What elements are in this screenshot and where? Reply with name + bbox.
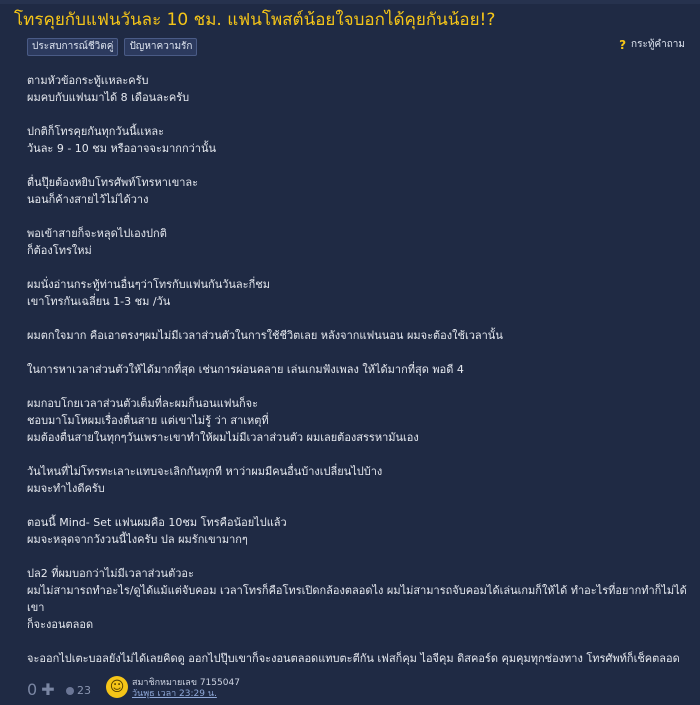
text-line: ผมคบกับแฟนมาได้ 8 เดือนละครับ <box>27 91 190 104</box>
text-line: ก็จะงอนตลอด <box>27 618 94 631</box>
text-line: วันไหนที่ไม่โทรทะเลาะแทบจะเลิกกันทุกที หาว่าผมมีคนอื่นบ้างเปลี่ยนไปบ้าง <box>27 465 383 478</box>
text-line: พอเข้าสายก็จะหลุดไปเองปกติ <box>27 227 167 240</box>
text-line: ปกติก็โทรคุยกันทุกวันนี้เเหละ <box>27 125 165 138</box>
post-type-badge <box>619 37 685 52</box>
text-line: ชอบมาโมโหผมเรื่องตื่นสาย แต่เขาไม่รู้ ว่า สาเหตุที่ <box>27 414 269 427</box>
top-bar <box>0 0 700 4</box>
emotion-icon <box>66 687 74 695</box>
text-line: ในการหาเวลาส่วนตัวให้ได้มากที่สุด เช่นการผ่อนคลาย เล่นเกมฟังเพลง ให้ได้มากที่สุด พอดี 4 <box>27 363 464 376</box>
text-line: ปล2 ที่ผมบอกว่าไม่มีเวลาส่วนตัวอะ <box>27 567 194 580</box>
member-info <box>132 678 240 700</box>
text-line: ผมต้องตื่นสายในทุกๆวันเพราะเขาทำให้ผมไม่มีเวลาส่วนตัว ผมเลยต้องสรรหามันเอง <box>27 431 419 444</box>
text-line: วันละ 9 - 10 ชม หรืออาจจะมากกว่านั้น <box>27 142 216 155</box>
paragraph <box>27 123 687 157</box>
post-time: วันพุธ เวลา 23:29 น. <box>132 689 217 699</box>
tag-item-life-experience[interactable]: ประสบการณ์ชีวิตคู่ <box>27 38 118 56</box>
vote-widget[interactable] <box>27 680 55 699</box>
text-line: เขาโทรกันเฉลี่ยน 1-3 ชม /วัน <box>27 295 171 308</box>
emotion-widget[interactable] <box>66 684 91 697</box>
post-type-label: กระทู้คำถาม <box>631 39 685 50</box>
text-line: ตอนนี้ Mind- Set แฟนผมคือ 10ชม โทรคือน้อยไปแล้ว <box>27 516 287 529</box>
text-line: ผมไม่สามารถทำอะไร/ดูได้แม้แต่จับคอม เวลาโทรก็คือโทรเปิดกล้องตลอดไง ผมไม่สามารถจับคอมได้เล่นเกมก็ให้ได้ ทำอะไรที่อยากทำก็ไม่ได้เขา <box>27 584 687 614</box>
paragraph <box>27 361 687 378</box>
smiley-avatar-icon[interactable]: ☺ <box>106 676 128 698</box>
text-line: ตื่นปุ๊ยต้องหยิบโทรศัพท์โทรหาเขาละ <box>27 176 199 189</box>
paragraph <box>27 463 687 497</box>
question-mark-icon: ? <box>619 37 627 52</box>
text-line: ผมกอบโกยเวลาส่วนตัวเต็มที่ละผมก็นอนแฟนก็จะ <box>27 397 259 410</box>
text-line: ผมจะทำไงดีครับ <box>27 482 105 495</box>
vote-count: 0 <box>27 680 38 699</box>
member-label[interactable]: สมาชิกหมายเลข 7155047 <box>132 678 240 688</box>
text-line: ตามหัวข้อกระทู้เเหละครับ <box>27 74 149 87</box>
post-body <box>27 72 687 684</box>
emotion-count: 23 <box>77 684 91 697</box>
paragraph <box>27 225 687 259</box>
text-line: นอนก็ค้างสายไว้ไม่ได้วาง <box>27 193 149 206</box>
tag-item-love-problem[interactable]: ปัญหาความรัก <box>124 38 197 56</box>
paragraph <box>27 276 687 310</box>
paragraph <box>27 174 687 208</box>
paragraph <box>27 650 687 667</box>
plus-icon[interactable]: ✚ <box>41 680 55 699</box>
post-footer <box>0 670 700 705</box>
tag-list <box>27 38 197 56</box>
text-line: ก็ต้องโทรใหม่ <box>27 244 92 257</box>
paragraph <box>27 395 687 446</box>
paragraph <box>27 327 687 344</box>
post-title: โทรคุยกับแฟนวันละ 10 ชม. แฟนโพสต์น้อยใจบอกได้คุยกันน้อย!? <box>14 10 496 30</box>
text-line: ผมจะหลุดจากวังวนนี้ไงครับ ปล ผมรักเขามากๆ <box>27 533 248 546</box>
paragraph <box>27 72 687 106</box>
text-line: ผมนั่งอ่านกระทู้ท่านอื่นๆว่าโทรกับแฟนกันวันละกี่ชม <box>27 278 270 291</box>
text-line: ผมตกใจมาก คือเอาตรงๆผมไม่มีเวลาส่วนตัวในการใช้ชีวิตเลย หลังจากแฟนนอน ผมจะต้องใช้เวลานั้น <box>27 329 503 342</box>
text-line: จะออกไปเตะบอลยังไม่ได้เลยคิดดู ออกไปปุ๊บเขาก็จะงอนตลอดแทบตะตีกัน เฟสก็คุม ไอจีคุม ดิสคอร์ด คุมคุมทุกช่องทาง โทรศัพท์ก็เช็คตลอด <box>27 652 680 665</box>
paragraph <box>27 514 687 548</box>
paragraph <box>27 565 687 633</box>
